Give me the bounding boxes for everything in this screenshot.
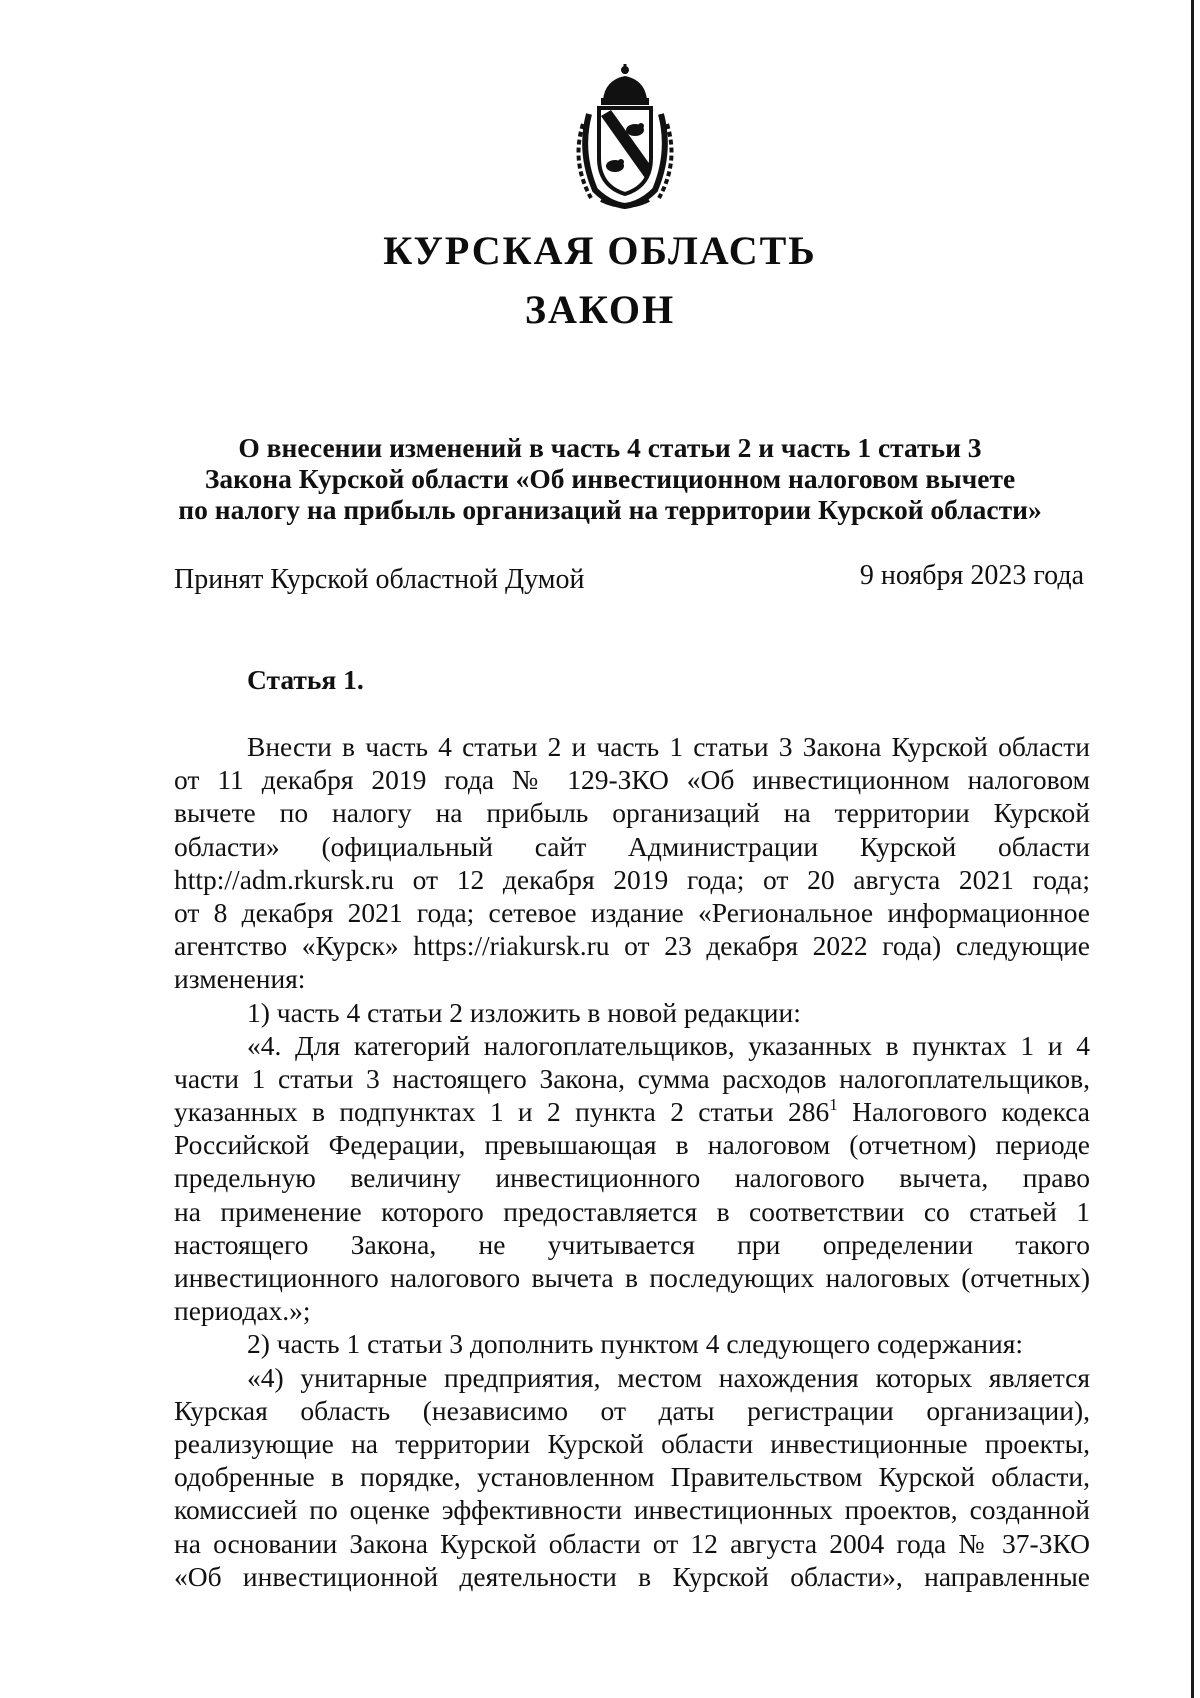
text-line: комиссией по оценке эффективности инвестиционных проектов, созданной [174, 1494, 1090, 1526]
adoption-info [174, 560, 1084, 600]
text-line: http://adm.rkursk.ru от 12 декабря 2019 года; от 20 августа 2021 года; [174, 863, 1090, 895]
law-heading: ЗАКОН [524, 287, 676, 332]
text-line: Внести в часть 4 статьи 2 и часть 1 статьи 3 Закона Курской области [247, 731, 1090, 762]
text-line: вычете по налогу на прибыль организаций на территории Курской [174, 797, 1090, 829]
text-line: Российской Федерации, превышающая в налоговом (отчетном) периоде [174, 1129, 1090, 1161]
text-line: периодах.»; [174, 1295, 311, 1327]
text-line: изменения: [174, 963, 306, 995]
text-line: агентство «Курск» https://riakursk.ru от 23 декабря 2022 года) следующие [174, 930, 1090, 962]
text-line: предельную величину инвестиционного налогового вычета, право [174, 1162, 1090, 1194]
region-heading: КУРСКАЯ ОБЛАСТЬ [383, 228, 817, 273]
text-line: Курская область (независимо от даты регистрации организации), [174, 1394, 1090, 1426]
text-line: от 11 декабря 2019 года № 129-ЗКО «Об инвестиционном налоговом [174, 764, 1090, 796]
text-line: инвестиционного налогового вычета в последующих налоговых (отчетных) [174, 1262, 1090, 1293]
text-line: 2) часть 1 статьи 3 дополнить пунктом 4 следующего содержания: [247, 1328, 1024, 1360]
text-line: на основании Закона Курской области от 12 августа 2004 года № 37-ЗКО [174, 1527, 1090, 1559]
text-line: «4) унитарные предприятия, местом нахождения которых является [247, 1361, 1090, 1393]
law-title [150, 432, 1070, 525]
text-line: «4. Для категорий налогоплательщиков, указанных в пунктах 1 и 4 [247, 1029, 1090, 1061]
text-line: одобренные в порядке, установленном Правительством Курской области, [174, 1461, 1090, 1493]
text-line: области» (официальный сайт Администрации Курской области [174, 830, 1090, 862]
superscript: 1 [829, 1095, 838, 1115]
adopted-by: Принят Курской областной Думой [174, 564, 585, 595]
coat-of-arms-icon [565, 62, 685, 212]
text-segment: Налогового кодекса [837, 1096, 1090, 1128]
title-line: Закона Курской области «Об инвестиционном налоговом вычете [204, 463, 1016, 494]
text-line: от 8 декабря 2021 года; сетевое издание «Региональное информационное [174, 896, 1090, 928]
text-line: реализующие на территории Курской области инвестиционные проекты, [174, 1427, 1090, 1459]
adoption-date: 9 ноября 2023 года [859, 560, 1084, 591]
text-line: части 1 статьи 3 настоящего Закона, сумма расходов налогоплательщиков, [174, 1062, 1090, 1094]
article-heading: Статья 1. [247, 664, 364, 695]
text-line: настоящего Закона, не учитывается при определении такого [174, 1228, 1090, 1260]
text-line: 1) часть 4 статьи 2 изложить в новой редакции: [247, 996, 801, 1028]
title-line: О внесении изменений в часть 4 статьи 2 и часть 1 статьи 3 [238, 432, 982, 463]
text-segment: указанных в подпунктах 1 и 2 пункта 2 статьи 286 [174, 1096, 830, 1128]
text-line: «Об инвестиционной деятельности в Курской области», направленные [174, 1560, 1090, 1592]
text-line [174, 1095, 1090, 1128]
title-line: по налогу на прибыль организаций на территории Курской области» [178, 494, 1042, 525]
article-body [174, 730, 1090, 1593]
text-line: на применение которого предоставляется в соответствии со статьей 1 [174, 1195, 1090, 1227]
